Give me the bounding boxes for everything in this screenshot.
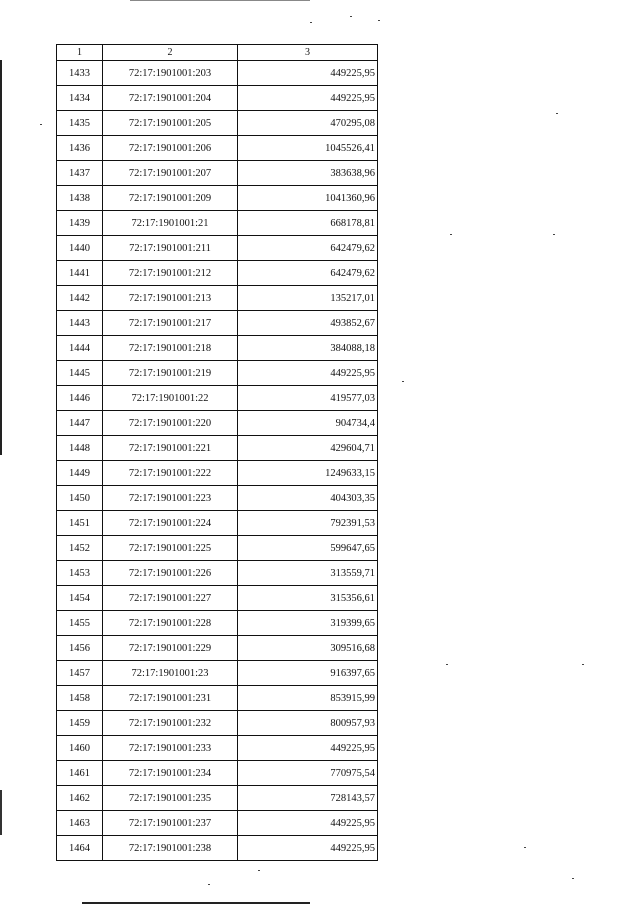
cadastral-number-cell: 72:17:1901001:222 bbox=[103, 461, 238, 486]
cadastral-value-cell: 449225,95 bbox=[238, 836, 378, 861]
table-row bbox=[57, 186, 378, 211]
scan-speck bbox=[572, 878, 574, 879]
table-body bbox=[57, 61, 378, 861]
cadastral-value-cell: 470295,08 bbox=[238, 111, 378, 136]
cadastral-number-cell: 72:17:1901001:212 bbox=[103, 261, 238, 286]
cadastral-value-cell: 668178,81 bbox=[238, 211, 378, 236]
cadastral-value-cell: 449225,95 bbox=[238, 736, 378, 761]
cadastral-value-cell: 1041360,96 bbox=[238, 186, 378, 211]
scan-speck bbox=[350, 16, 352, 17]
cadastral-number-cell: 72:17:1901001:229 bbox=[103, 636, 238, 661]
table-row bbox=[57, 436, 378, 461]
cadastral-number-cell: 72:17:1901001:213 bbox=[103, 286, 238, 311]
cadastral-number-cell: 72:17:1901001:204 bbox=[103, 86, 238, 111]
row-number-cell: 1436 bbox=[57, 136, 103, 161]
row-number-cell: 1448 bbox=[57, 436, 103, 461]
row-number-cell: 1460 bbox=[57, 736, 103, 761]
cadastral-number-cell: 72:17:1901001:205 bbox=[103, 111, 238, 136]
scan-speck bbox=[40, 124, 42, 125]
table-row bbox=[57, 261, 378, 286]
row-number-cell: 1456 bbox=[57, 636, 103, 661]
table-row bbox=[57, 586, 378, 611]
cadastral-number-cell: 72:17:1901001:233 bbox=[103, 736, 238, 761]
cadastral-number-cell: 72:17:1901001:211 bbox=[103, 236, 238, 261]
column-header-1: 1 bbox=[57, 45, 103, 61]
row-number-cell: 1461 bbox=[57, 761, 103, 786]
row-number-cell: 1458 bbox=[57, 686, 103, 711]
row-number-cell: 1434 bbox=[57, 86, 103, 111]
cadastral-number-cell: 72:17:1901001:228 bbox=[103, 611, 238, 636]
scan-speck bbox=[378, 20, 380, 21]
cadastral-number-cell: 72:17:1901001:23 bbox=[103, 661, 238, 686]
cadastral-value-cell: 1249633,15 bbox=[238, 461, 378, 486]
cadastral-value-cell: 449225,95 bbox=[238, 61, 378, 86]
row-number-cell: 1449 bbox=[57, 461, 103, 486]
row-number-cell: 1454 bbox=[57, 586, 103, 611]
row-number-cell: 1442 bbox=[57, 286, 103, 311]
cadastral-value-cell: 770975,54 bbox=[238, 761, 378, 786]
table-row bbox=[57, 386, 378, 411]
cadastral-value-cell: 419577,03 bbox=[238, 386, 378, 411]
cadastral-number-cell: 72:17:1901001:217 bbox=[103, 311, 238, 336]
cadastral-value-cell: 853915,99 bbox=[238, 686, 378, 711]
table-row bbox=[57, 561, 378, 586]
scan-speck bbox=[402, 381, 404, 382]
table-row bbox=[57, 661, 378, 686]
row-number-cell: 1437 bbox=[57, 161, 103, 186]
table-row bbox=[57, 61, 378, 86]
row-number-cell: 1445 bbox=[57, 361, 103, 386]
cadastral-value-cell: 904734,4 bbox=[238, 411, 378, 436]
row-number-cell: 1441 bbox=[57, 261, 103, 286]
scan-speck bbox=[524, 847, 526, 848]
cadastral-number-cell: 72:17:1901001:223 bbox=[103, 486, 238, 511]
scan-speck bbox=[446, 664, 448, 665]
scan-artifact-left-edge bbox=[0, 60, 2, 455]
cadastral-number-cell: 72:17:1901001:203 bbox=[103, 61, 238, 86]
table-row bbox=[57, 811, 378, 836]
column-header-3: 3 bbox=[238, 45, 378, 61]
cadastral-value-cell: 135217,01 bbox=[238, 286, 378, 311]
cadastral-number-cell: 72:17:1901001:231 bbox=[103, 686, 238, 711]
cadastral-value-cell: 642479,62 bbox=[238, 236, 378, 261]
table-row bbox=[57, 111, 378, 136]
row-number-cell: 1453 bbox=[57, 561, 103, 586]
table-row bbox=[57, 136, 378, 161]
cadastral-value-cell: 800957,93 bbox=[238, 711, 378, 736]
scan-speck bbox=[258, 870, 260, 871]
scan-speck bbox=[582, 664, 584, 665]
table-row bbox=[57, 311, 378, 336]
cadastral-number-cell: 72:17:1901001:206 bbox=[103, 136, 238, 161]
cadastral-value-cell: 1045526,41 bbox=[238, 136, 378, 161]
table-row bbox=[57, 486, 378, 511]
cadastral-number-cell: 72:17:1901001:225 bbox=[103, 536, 238, 561]
table-row bbox=[57, 161, 378, 186]
cadastral-value-cell: 728143,57 bbox=[238, 786, 378, 811]
scan-speck bbox=[450, 234, 452, 235]
table-row bbox=[57, 286, 378, 311]
table-row bbox=[57, 336, 378, 361]
scan-speck bbox=[556, 113, 558, 114]
cadastral-value-cell: 429604,71 bbox=[238, 436, 378, 461]
row-number-cell: 1435 bbox=[57, 111, 103, 136]
table-header bbox=[57, 45, 378, 61]
row-number-cell: 1459 bbox=[57, 711, 103, 736]
cadastral-value-cell: 404303,35 bbox=[238, 486, 378, 511]
row-number-cell: 1444 bbox=[57, 336, 103, 361]
cadastral-value-cell: 383638,96 bbox=[238, 161, 378, 186]
cadastral-number-cell: 72:17:1901001:235 bbox=[103, 786, 238, 811]
row-number-cell: 1464 bbox=[57, 836, 103, 861]
cadastral-value-cell: 449225,95 bbox=[238, 811, 378, 836]
scan-artifact-top-line bbox=[130, 0, 310, 1]
cadastral-number-cell: 72:17:1901001:227 bbox=[103, 586, 238, 611]
table-row bbox=[57, 211, 378, 236]
scan-artifact-left-edge-lower bbox=[0, 790, 2, 835]
cadastral-number-cell: 72:17:1901001:226 bbox=[103, 561, 238, 586]
row-number-cell: 1455 bbox=[57, 611, 103, 636]
table-row bbox=[57, 636, 378, 661]
cadastral-number-cell: 72:17:1901001:221 bbox=[103, 436, 238, 461]
cadastral-number-cell: 72:17:1901001:219 bbox=[103, 361, 238, 386]
table-row bbox=[57, 411, 378, 436]
row-number-cell: 1463 bbox=[57, 811, 103, 836]
table-row bbox=[57, 236, 378, 261]
cadastral-number-cell: 72:17:1901001:237 bbox=[103, 811, 238, 836]
cadastral-value-cell: 493852,67 bbox=[238, 311, 378, 336]
cadastral-value-cell: 313559,71 bbox=[238, 561, 378, 586]
cadastral-number-cell: 72:17:1901001:224 bbox=[103, 511, 238, 536]
row-number-cell: 1443 bbox=[57, 311, 103, 336]
cadastral-value-cell: 792391,53 bbox=[238, 511, 378, 536]
table-row bbox=[57, 461, 378, 486]
row-number-cell: 1452 bbox=[57, 536, 103, 561]
scan-speck bbox=[553, 234, 555, 235]
table-row bbox=[57, 711, 378, 736]
row-number-cell: 1433 bbox=[57, 61, 103, 86]
cadastral-value-cell: 315356,61 bbox=[238, 586, 378, 611]
table-row bbox=[57, 736, 378, 761]
row-number-cell: 1447 bbox=[57, 411, 103, 436]
table-row bbox=[57, 86, 378, 111]
cadastral-value-cell: 449225,95 bbox=[238, 361, 378, 386]
cadastral-value-cell: 642479,62 bbox=[238, 261, 378, 286]
cadastral-number-cell: 72:17:1901001:207 bbox=[103, 161, 238, 186]
cadastral-value-table bbox=[56, 44, 378, 861]
table-row bbox=[57, 361, 378, 386]
cadastral-number-cell: 72:17:1901001:220 bbox=[103, 411, 238, 436]
table-row bbox=[57, 836, 378, 861]
table-row bbox=[57, 761, 378, 786]
cadastral-value-cell: 319399,65 bbox=[238, 611, 378, 636]
cadastral-value-cell: 599647,65 bbox=[238, 536, 378, 561]
table-row bbox=[57, 511, 378, 536]
row-number-cell: 1446 bbox=[57, 386, 103, 411]
cadastral-number-cell: 72:17:1901001:22 bbox=[103, 386, 238, 411]
cadastral-number-cell: 72:17:1901001:218 bbox=[103, 336, 238, 361]
cadastral-number-cell: 72:17:1901001:238 bbox=[103, 836, 238, 861]
row-number-cell: 1440 bbox=[57, 236, 103, 261]
cadastral-value-cell: 449225,95 bbox=[238, 86, 378, 111]
table-row bbox=[57, 611, 378, 636]
row-number-cell: 1439 bbox=[57, 211, 103, 236]
scan-speck bbox=[310, 22, 312, 23]
cadastral-number-cell: 72:17:1901001:234 bbox=[103, 761, 238, 786]
row-number-cell: 1450 bbox=[57, 486, 103, 511]
table-row bbox=[57, 786, 378, 811]
cadastral-value-cell: 916397,65 bbox=[238, 661, 378, 686]
cadastral-number-cell: 72:17:1901001:21 bbox=[103, 211, 238, 236]
scan-speck bbox=[208, 884, 210, 885]
row-number-cell: 1457 bbox=[57, 661, 103, 686]
cadastral-number-cell: 72:17:1901001:232 bbox=[103, 711, 238, 736]
cadastral-value-cell: 309516,68 bbox=[238, 636, 378, 661]
table-row bbox=[57, 686, 378, 711]
table-row bbox=[57, 536, 378, 561]
row-number-cell: 1451 bbox=[57, 511, 103, 536]
header-row bbox=[57, 45, 378, 61]
column-header-2: 2 bbox=[103, 45, 238, 61]
row-number-cell: 1462 bbox=[57, 786, 103, 811]
cadastral-number-cell: 72:17:1901001:209 bbox=[103, 186, 238, 211]
scan-artifact-bottom-line bbox=[82, 902, 310, 904]
row-number-cell: 1438 bbox=[57, 186, 103, 211]
cadastral-value-cell: 384088,18 bbox=[238, 336, 378, 361]
